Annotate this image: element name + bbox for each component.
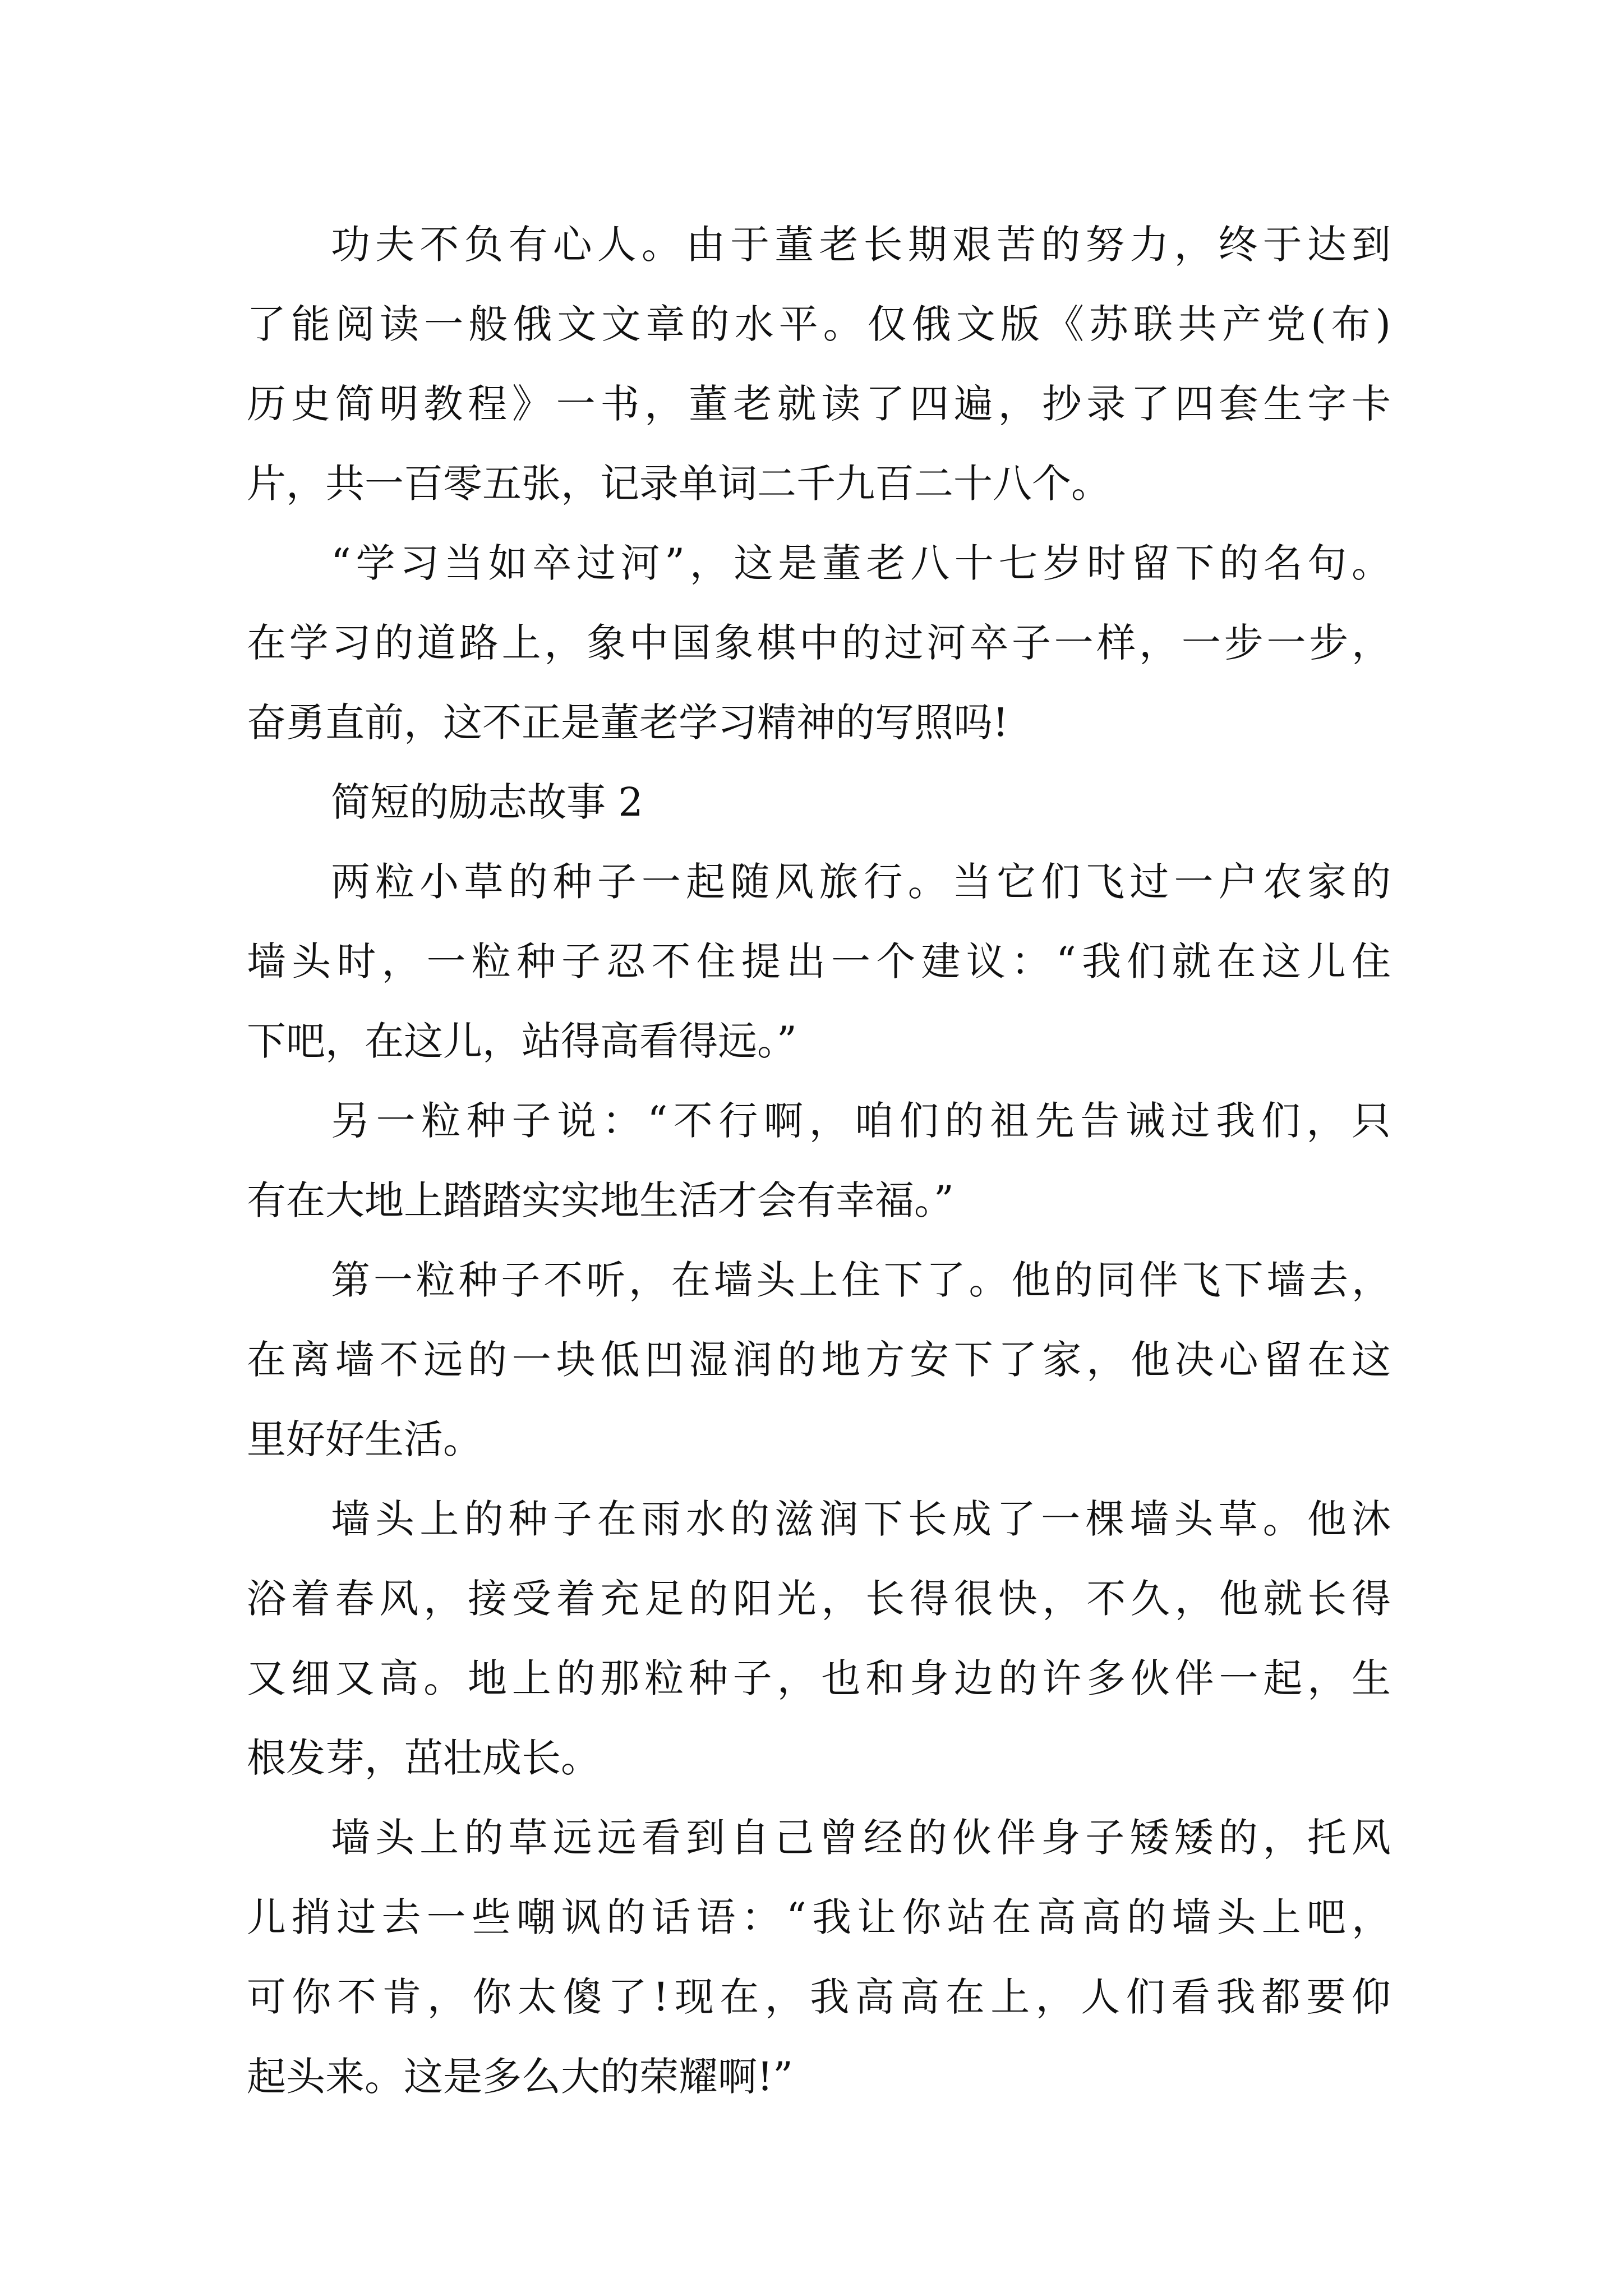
text-line: 可你不肯，你太傻了!现在，我高高在上，人们看我都要仰: [247, 1974, 1391, 2020]
text-line: 功夫不负有心人。由于董老长期艰苦的努力，终于达到: [331, 222, 1391, 268]
text-line: 浴着春风，接受着充足的阳光，长得很快，不久，他就长得: [247, 1576, 1391, 1622]
text-line: 片，共一百零五张，记录单词二千九百二十八个。: [247, 461, 1110, 507]
text-line: 墙头时，一粒种子忍不住提出一个建议：“我们就在这儿住: [247, 938, 1391, 984]
paragraph: [247, 1081, 1391, 1240]
paragraph: [247, 205, 1391, 523]
text-line: 里好好生活。: [247, 1416, 482, 1462]
text-line: 在离墙不远的一块低凹湿润的地方安下了家，他决心留在这: [247, 1337, 1391, 1383]
text-line: 墙头上的草远远看到自己曾经的伙伴身子矮矮的，托风: [331, 1815, 1391, 1861]
text-line: 根发芽，茁壮成长。: [247, 1735, 600, 1781]
text-line: 有在大地上踏踏实实地生活才会有幸福。”: [247, 1177, 954, 1223]
text-line: 奋勇直前，这不正是董老学习精神的写照吗!: [247, 700, 1009, 746]
paragraph: [247, 1479, 1391, 1798]
text-line: 了能阅读一般俄文文章的水平。仅俄文版《苏联共产党(布): [247, 301, 1391, 347]
text-line: 在学习的道路上，象中国象棋中的过河卒子一样，一步一步，: [247, 620, 1391, 666]
text-line: 起头来。这是多么大的荣耀啊!”: [247, 2054, 793, 2100]
text-line: 又细又高。地上的那粒种子，也和身边的许多伙伴一起，生: [247, 1655, 1391, 1701]
text-line: 历史简明教程》一书，董老就读了四遍，抄录了四套生字卡: [247, 381, 1391, 427]
heading-text: 简短的励志故事 2: [331, 779, 643, 825]
text-line: 儿捎过去一些嘲讽的话语：“我让你站在高高的墙头上吧，: [247, 1894, 1391, 1940]
paragraph: [247, 1240, 1391, 1479]
text-line: 下吧，在这儿，站得高看得远。”: [247, 1018, 797, 1064]
text-line: 另一粒种子说：“不行啊，咱们的祖先告诫过我们，只: [331, 1098, 1391, 1144]
text-line: 墙头上的种子在雨水的滋润下长成了一棵墙头草。他沐: [331, 1496, 1391, 1542]
paragraph: [247, 1798, 1391, 2116]
text-line: “学习当如卒过河”，这是董老八十七岁时留下的名句。: [331, 540, 1391, 586]
section-heading: [247, 762, 1391, 842]
document-body: [247, 205, 1391, 2116]
text-line: 两粒小草的种子一起随风旅行。当它们飞过一户农家的: [331, 859, 1391, 905]
text-line: 第一粒种子不听，在墙头上住下了。他的同伴飞下墙去，: [331, 1257, 1391, 1303]
paragraph: [247, 523, 1391, 762]
paragraph: [247, 842, 1391, 1081]
